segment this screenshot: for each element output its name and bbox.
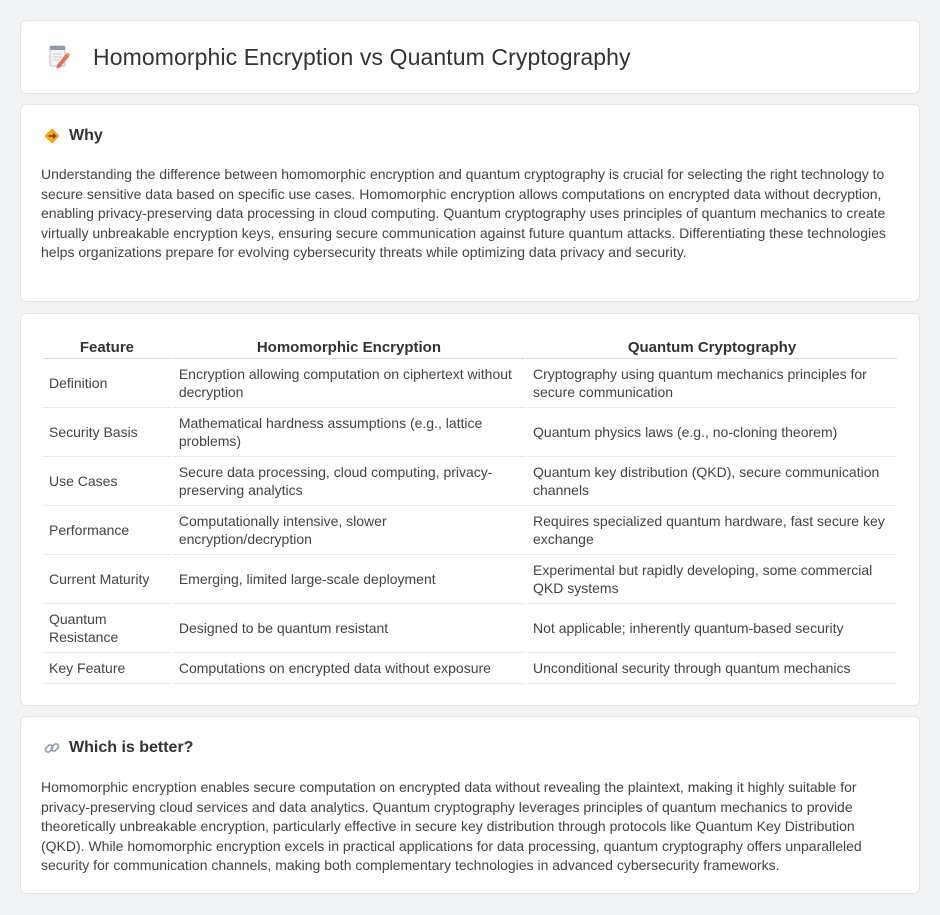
why-title: Why	[69, 127, 103, 144]
why-text: Understanding the difference between homomorphic encryption and quantum cryptography is crucial for selecting the right technology to secure sensitive data based on specific use cases. Homomorphic encryption allows computations on encrypted data without decryption, enabling privacy-preserving data processing in cloud computing. Quantum cryptography uses principles of quantum mechanics to create virtually unbreakable encryption keys, ensuring secure communication against future quantum attacks. Differentiating these technologies helps organizations prepare for evolving cybersecurity threats while optimizing data privacy and security.	[41, 166, 886, 260]
homomorphic-cell: Computations on encrypted data without exposure	[173, 653, 525, 684]
page-title: Homomorphic Encryption vs Quantum Cryptography	[93, 43, 631, 70]
why-section	[20, 104, 920, 302]
feature-cell: Security Basis	[43, 408, 171, 457]
better-text: Homomorphic encryption enables secure computation on encrypted data without revealing the plaintext, making it highly suitable for privacy-preserving cloud services and data analytics. Quantum cryptography leverages principles of quantum mechanics to provide theoretically unbreakable encryption, particularly effective in secure key distribution through protocols like Quantum Key Distribution (QKD). While homomorphic encryption excels in practical applications for data processing, quantum cryptography offers unparalleled security for communication channels, making both complementary technologies in advanced cybersecurity frameworks.	[41, 779, 862, 873]
feature-cell: Definition	[43, 359, 171, 408]
diamond-arrows-icon	[43, 127, 61, 145]
quantum-cell: Not applicable; inherently quantum-based security	[527, 604, 897, 653]
table-header-row	[43, 335, 897, 359]
document-pencil-icon	[47, 43, 71, 71]
feature-cell: Use Cases	[43, 457, 171, 506]
table-row	[43, 457, 897, 506]
feature-cell: Quantum Resistance	[43, 604, 171, 653]
header-quantum: Quantum Cryptography	[527, 335, 897, 359]
which-is-better-section	[20, 716, 920, 894]
table-row	[43, 555, 897, 604]
homomorphic-cell: Encryption allowing computation on ciphertext without decryption	[173, 359, 525, 408]
homomorphic-cell: Mathematical hardness assumptions (e.g., lattice problems)	[173, 408, 525, 457]
feature-cell: Performance	[43, 506, 171, 555]
quantum-cell: Experimental but rapidly developing, some commercial QKD systems	[527, 555, 897, 604]
quantum-cell: Quantum key distribution (QKD), secure communication channels	[527, 457, 897, 506]
better-heading	[43, 739, 193, 757]
table-row	[43, 653, 897, 684]
better-title: Which is better?	[69, 739, 194, 756]
header-feature: Feature	[43, 335, 171, 359]
feature-cell: Current Maturity	[43, 555, 171, 604]
why-heading	[43, 127, 103, 145]
quantum-cell: Requires specialized quantum hardware, fast secure key exchange	[527, 506, 897, 555]
header-homomorphic: Homomorphic Encryption	[173, 335, 525, 359]
table-row	[43, 408, 897, 457]
link-icon	[43, 739, 61, 757]
homomorphic-cell: Designed to be quantum resistant	[173, 604, 525, 653]
table-row	[43, 506, 897, 555]
comparison-table	[41, 335, 899, 684]
homomorphic-cell: Computationally intensive, slower encryption/decryption	[173, 506, 525, 555]
quantum-cell: Cryptography using quantum mechanics principles for secure communication	[527, 359, 897, 408]
homomorphic-cell: Secure data processing, cloud computing, privacy-preserving analytics	[173, 457, 525, 506]
feature-cell: Key Feature	[43, 653, 171, 684]
title-row	[47, 43, 631, 71]
comparison-table-card	[20, 313, 920, 706]
quantum-cell: Unconditional security through quantum mechanics	[527, 653, 897, 684]
homomorphic-cell: Emerging, limited large-scale deployment	[173, 555, 525, 604]
table-row	[43, 359, 897, 408]
table-row	[43, 604, 897, 653]
quantum-cell: Quantum physics laws (e.g., no-cloning theorem)	[527, 408, 897, 457]
title-card	[20, 20, 920, 94]
